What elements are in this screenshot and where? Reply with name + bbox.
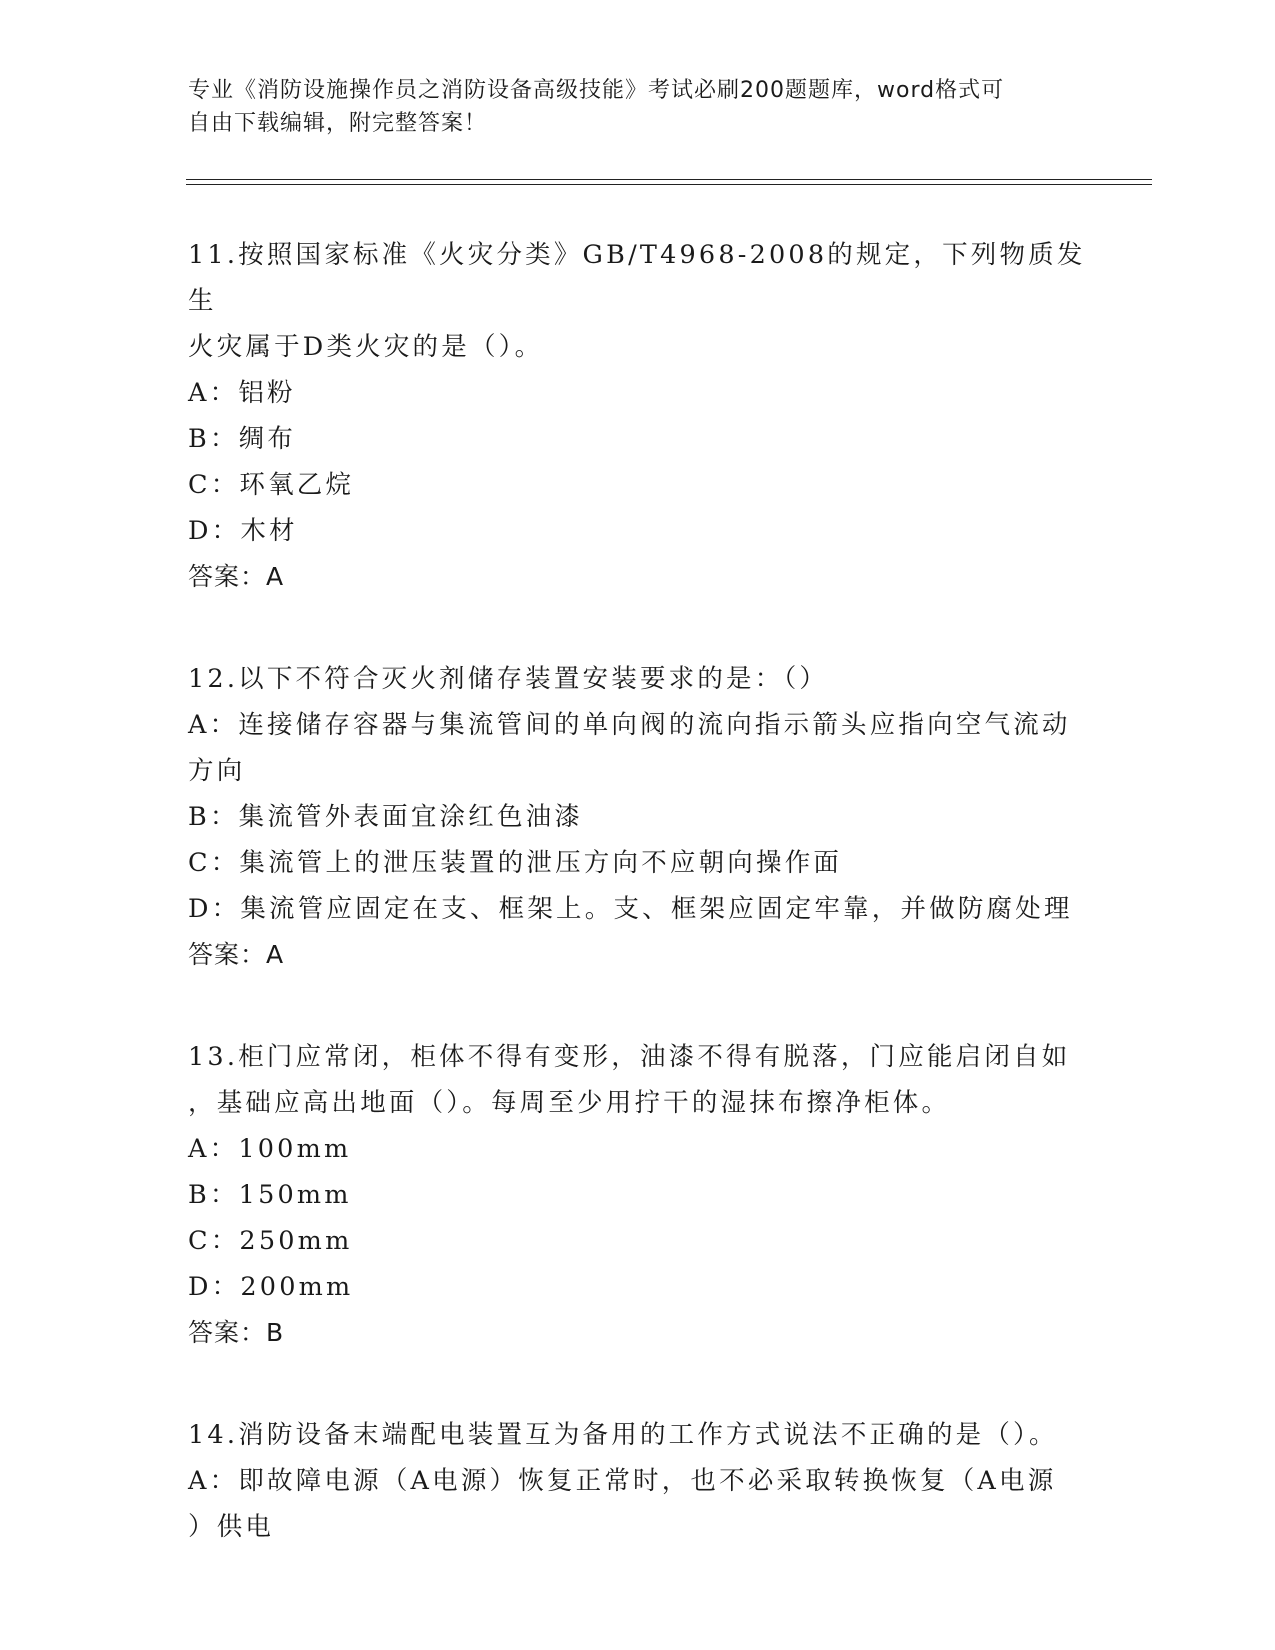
document-header bbox=[188, 74, 1088, 140]
option-a-continued: 方向 bbox=[188, 756, 246, 786]
question-stem-line: 11.按照国家标准《火灾分类》GB/T4968-2008的规定，下列物质发生 bbox=[188, 240, 1086, 316]
option-d: D：集流管应固定在支、框架上。支、框架应固定牢靠，并做防腐处理 bbox=[188, 894, 1073, 924]
option-d: D：200mm bbox=[188, 1272, 354, 1302]
header-line-2: 自由下载编辑，附完整答案！ bbox=[188, 111, 488, 136]
option-d: D：木材 bbox=[188, 516, 298, 546]
question-stem-line: 13.柜门应常闭，柜体不得有变形，油漆不得有脱落，门应能启闭自如 bbox=[188, 1042, 1071, 1072]
option-a: A：100mm bbox=[188, 1134, 352, 1164]
question-14 bbox=[188, 1412, 1088, 1550]
header-divider-top bbox=[186, 179, 1152, 180]
question-stem-line: 12.以下不符合灭火剂储存装置安装要求的是：（） bbox=[188, 664, 829, 694]
option-a: A：即故障电源（A电源）恢复正常时，也不必采取转换恢复（A电源 bbox=[188, 1466, 1057, 1496]
header-line-1: 专业《消防设施操作员之消防设备高级技能》考试必刷200题题库，word格式可 bbox=[188, 78, 1005, 103]
question-13 bbox=[188, 1034, 1088, 1356]
answer-label: 答案：A bbox=[188, 940, 285, 969]
option-b: B：绸布 bbox=[188, 424, 297, 454]
question-stem-line: 14.消防设备末端配电装置互为备用的工作方式说法不正确的是（）。 bbox=[188, 1420, 1058, 1450]
header-divider-bottom bbox=[186, 184, 1152, 185]
option-b: B：150mm bbox=[188, 1180, 352, 1210]
option-c: C：250mm bbox=[188, 1226, 353, 1256]
option-b: B：集流管外表面宜涂红色油漆 bbox=[188, 802, 584, 832]
option-c: C：集流管上的泄压装置的泄压方向不应朝向操作面 bbox=[188, 848, 843, 878]
option-c: C：环氧乙烷 bbox=[188, 470, 355, 500]
question-12 bbox=[188, 656, 1088, 978]
answer-label: 答案：B bbox=[188, 1318, 285, 1347]
option-a-continued: ）供电 bbox=[188, 1512, 275, 1542]
question-list bbox=[188, 232, 1088, 1606]
question-11 bbox=[188, 232, 1088, 600]
answer-label: 答案：A bbox=[188, 562, 285, 591]
option-a: A：连接储存容器与集流管间的单向阀的流向指示箭头应指向空气流动 bbox=[188, 710, 1071, 740]
option-a: A：铝粉 bbox=[188, 378, 296, 408]
question-stem-line: 火灾属于D类火灾的是（）。 bbox=[188, 332, 544, 362]
question-stem-line: ，基础应高出地面（）。每周至少用拧干的湿抹布擦净柜体。 bbox=[188, 1088, 951, 1118]
